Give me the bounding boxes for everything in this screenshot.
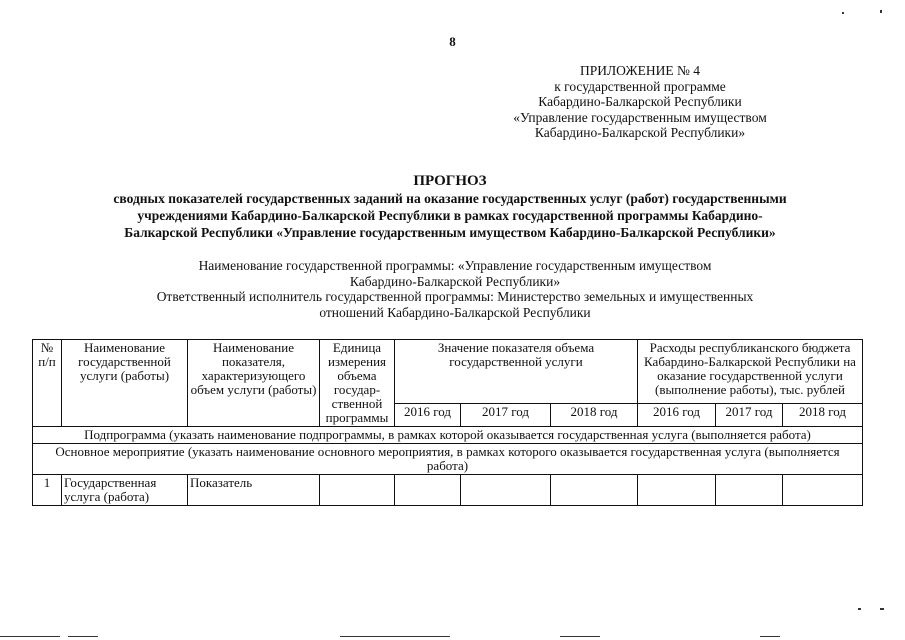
empty-cell xyxy=(716,475,783,506)
scan-speck xyxy=(842,12,844,14)
row-service: Государственная услуга (работа) xyxy=(62,475,188,506)
program-info xyxy=(60,258,850,320)
forecast-table xyxy=(32,339,863,506)
empty-cell xyxy=(783,475,863,506)
header-num: № п/п xyxy=(33,340,62,427)
header-row xyxy=(33,340,863,404)
scan-edge-line xyxy=(560,636,600,637)
program-info-line: Кабардино-Балкарской Республики» xyxy=(349,273,561,289)
header-indicator: Наименование показателя, характеризующего объем услуги (работы) xyxy=(188,340,320,427)
empty-cell xyxy=(551,475,638,506)
scan-speck xyxy=(858,608,861,610)
appendix-line: ПРИЛОЖЕНИЕ № 4 xyxy=(579,63,701,78)
table-row xyxy=(33,475,863,506)
header-volume: Значение показателя объема государственной услуги xyxy=(395,340,638,404)
header-unit: Единица измерения объема государ-ственной программы xyxy=(320,340,395,427)
scan-edge-line xyxy=(760,636,780,637)
row-num: 1 xyxy=(33,475,62,506)
title-line: Балкарской Республики «Управление государственным имуществом Кабардино-Балкарской Республики» xyxy=(124,225,776,240)
document-title xyxy=(40,172,860,241)
row-indicator: Показатель xyxy=(188,475,320,506)
scan-edge-line xyxy=(0,636,60,637)
program-info-line: Ответственный исполнитель государственной программы: Министерство земельных и имущественных xyxy=(156,289,754,304)
activity-row xyxy=(33,444,863,475)
program-info-line: Наименование государственной программы: «Управление государственным имуществом xyxy=(198,258,712,273)
header-service: Наименование государственной услуги (работы) xyxy=(62,340,188,427)
scan-edge-line xyxy=(68,636,98,637)
subprogram-cell: Подпрограмма (указать наименование подпрограммы, в рамках которой оказывается государственная услуга (выполняется работа) xyxy=(33,427,863,444)
empty-cell xyxy=(320,475,395,506)
title-line: учреждениями Кабардино-Балкарской Республики в рамках государственной программы Кабардино- xyxy=(137,208,763,223)
appendix-header xyxy=(470,63,810,141)
program-info-line: отношений Кабардино-Балкарской Республики xyxy=(319,304,591,320)
appendix-line: «Управление государственным имуществом xyxy=(513,109,767,125)
header-expenses: Расходы республиканского бюджета Кабардино-Балкарской Республики на оказание государственной услуги (выполнение работы), тыс. рублей xyxy=(638,340,863,404)
scan-speck xyxy=(880,608,884,610)
year-cell: 2017 год xyxy=(461,404,551,427)
empty-cell xyxy=(395,475,461,506)
year-cell: 2016 год xyxy=(638,404,716,427)
year-cell: 2016 год xyxy=(395,404,461,427)
subprogram-row xyxy=(33,427,863,444)
page-number: 8 xyxy=(449,34,456,49)
scan-speck xyxy=(880,10,882,13)
scan-edge-line xyxy=(340,636,450,637)
year-cell: 2018 год xyxy=(783,404,863,427)
empty-cell xyxy=(461,475,551,506)
appendix-line: Кабардино-Балкарской Республики xyxy=(538,94,742,109)
empty-cell xyxy=(638,475,716,506)
appendix-line: Кабардино-Балкарской Республики» xyxy=(534,125,746,140)
year-cell: 2018 год xyxy=(551,404,638,427)
appendix-line: к государственной программе xyxy=(554,78,726,94)
year-cell: 2017 год xyxy=(716,404,783,427)
title-main: ПРОГНОЗ xyxy=(413,173,487,189)
title-line: сводных показателей государственных заданий на оказание государственных услуг (работ) государственными xyxy=(113,191,787,206)
activity-cell: Основное мероприятие (указать наименование основного мероприятия, в рамках которого оказывается государственная услуга (выполняется работа) xyxy=(33,444,863,475)
